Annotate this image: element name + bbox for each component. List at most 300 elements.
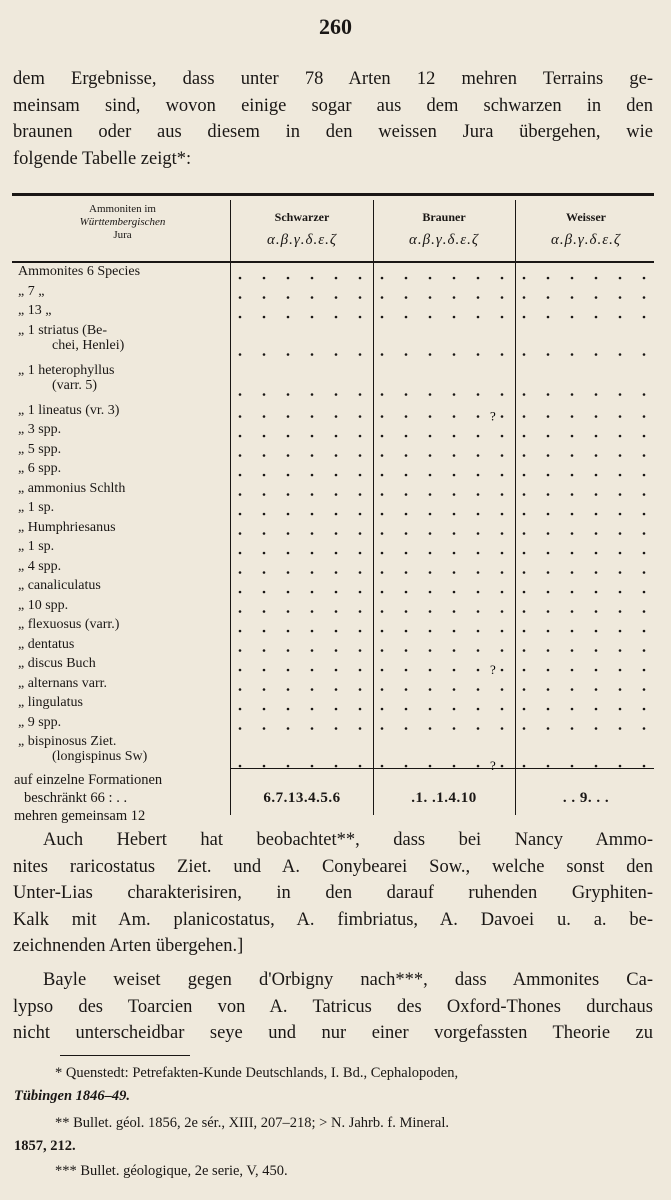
grid-dot (287, 454, 290, 457)
grid-dot (619, 415, 622, 418)
grid-dot (571, 591, 574, 594)
grid-dot (335, 571, 338, 574)
grid-dot (263, 765, 266, 768)
grid-dot (263, 591, 266, 594)
grid-dot (359, 296, 362, 299)
grid-dot (619, 277, 622, 280)
species-row (18, 676, 233, 691)
grid-dot (547, 493, 550, 496)
grid-dot (381, 296, 384, 299)
grid-dot (571, 277, 574, 280)
grid-dot (619, 435, 622, 438)
grid-dot (595, 532, 598, 535)
grid-dot (595, 591, 598, 594)
grid-dot (453, 296, 456, 299)
grid-dot (595, 393, 598, 396)
grid-dot (643, 688, 646, 691)
grid-dot (595, 493, 598, 496)
grid-dot (287, 316, 290, 319)
grid-dot (595, 474, 598, 477)
grid-dot (287, 610, 290, 613)
grid-dot (571, 513, 574, 516)
grid-dot (453, 316, 456, 319)
grid-dot (643, 532, 646, 535)
grid-dot (287, 630, 290, 633)
grid-dot (643, 353, 646, 356)
grid-dot (547, 474, 550, 477)
grid-dot (477, 727, 480, 730)
grid-dot (619, 610, 622, 613)
grid-dot (287, 353, 290, 356)
grid-dot (477, 610, 480, 613)
grid-dot (477, 415, 480, 418)
bayle-paragraph (13, 967, 653, 1047)
species-label: „ discus Buch (18, 656, 96, 671)
totals-brauner: .1. .1.4.10 (411, 790, 477, 806)
grid-dot (571, 316, 574, 319)
grid-dot (643, 669, 646, 672)
species-row (18, 481, 233, 496)
species-row (18, 695, 233, 710)
grid-dot (523, 493, 526, 496)
grid-dot (381, 649, 384, 652)
grid-dot (429, 435, 432, 438)
footnote-1b: Tübingen 1846–49. (14, 1088, 131, 1104)
grid-dot (429, 727, 432, 730)
grid-dot (523, 649, 526, 652)
summary-block (14, 771, 234, 825)
grid-dot (405, 393, 408, 396)
grid-dot (547, 591, 550, 594)
grid-dot (571, 610, 574, 613)
grid-dot (381, 669, 384, 672)
grid-dot (335, 393, 338, 396)
grid-dot (501, 493, 504, 496)
grid-dot (547, 552, 550, 555)
grid-dot (239, 630, 242, 633)
query-mark: ? (490, 662, 496, 677)
grid-dot (381, 688, 384, 691)
grid-dot (619, 765, 622, 768)
grid-dot (429, 393, 432, 396)
grid-dot (619, 513, 622, 516)
grid-dot (429, 688, 432, 691)
footnote-rule (60, 1055, 190, 1056)
grid-dot (429, 630, 432, 633)
grid-dot (523, 688, 526, 691)
grid-dot (405, 649, 408, 652)
grid-dot (501, 454, 504, 457)
grid-dot (405, 765, 408, 768)
grid-dot (311, 513, 314, 516)
grid-dot (595, 571, 598, 574)
grid-dot (335, 727, 338, 730)
totals-schwarzer: 6.7.13.4.5.6 (263, 790, 341, 806)
grid-dot (405, 493, 408, 496)
grid-dot (239, 316, 242, 319)
grid-dot (311, 727, 314, 730)
grid-dot (501, 571, 504, 574)
grid-dot (595, 277, 598, 280)
intro-paragraph (13, 66, 653, 172)
grid-dot (405, 277, 408, 280)
grid-dot (429, 649, 432, 652)
grid-dot (523, 393, 526, 396)
grid-dot (453, 727, 456, 730)
bayle-line: Bayle weiset gegen d'Orbigny nach***, dass Ammonites Ca- (43, 970, 653, 990)
grid-dot (263, 513, 266, 516)
grid-dot (263, 393, 266, 396)
grid-dot (571, 353, 574, 356)
species-row (18, 656, 233, 671)
grid-dot (381, 610, 384, 613)
species-row (18, 264, 233, 279)
species-label: „ ammonius Schlth (18, 480, 126, 496)
grid-dot (263, 454, 266, 457)
grid-dot (381, 727, 384, 730)
grid-dot (359, 552, 362, 555)
grid-dot (263, 493, 266, 496)
grid-dot (523, 552, 526, 555)
species-label: „ 1 striatus (Be- (18, 322, 108, 338)
grid-dot (311, 493, 314, 496)
grid-dot (571, 532, 574, 535)
grid-dot (453, 571, 456, 574)
grid-dot (263, 669, 266, 672)
grid-dot (335, 474, 338, 477)
species-label: „ 1 heterophyllus (18, 362, 115, 378)
grid-dot (523, 591, 526, 594)
grid-dot (239, 393, 242, 396)
grid-dot (335, 415, 338, 418)
grid-dot (311, 353, 314, 356)
grid-dot (287, 727, 290, 730)
grid-dot (239, 415, 242, 418)
grid-dot (359, 454, 362, 457)
bayle-line: lypso des Toarcien von A. Tatricus des Oxford-Thones durchaus (13, 996, 653, 1017)
grid-dot (335, 688, 338, 691)
grid-dot (429, 610, 432, 613)
grid-dot (429, 513, 432, 516)
grid-dot (595, 630, 598, 633)
grid-dot (405, 552, 408, 555)
grid-dot (477, 669, 480, 672)
grid-dot (643, 649, 646, 652)
grid-dot (523, 454, 526, 457)
grid-dot (571, 630, 574, 633)
grid-dot (643, 552, 646, 555)
species-label: „ 1 sp. (18, 500, 55, 515)
grid-dot (263, 630, 266, 633)
grid-dot (311, 610, 314, 613)
grid-dot (595, 454, 598, 457)
grid-dot (571, 552, 574, 555)
grid-dot (335, 277, 338, 280)
grid-dot (263, 571, 266, 574)
grid-dot (287, 571, 290, 574)
grid-dot (311, 474, 314, 477)
species-label-2: (longispinus Sw) (52, 749, 148, 764)
grid-dot (381, 393, 384, 396)
grid-dot (619, 296, 622, 299)
grid-dot (523, 630, 526, 633)
col-weisser: Weisser (566, 210, 606, 224)
summary-line-3: mehren gemeinsam 12 (14, 808, 146, 824)
grid-dot (643, 474, 646, 477)
grid-dot (477, 513, 480, 516)
grid-dot (595, 708, 598, 711)
col-divider-3 (515, 200, 516, 815)
grid-dot (619, 727, 622, 730)
grid-dot (643, 316, 646, 319)
intro-line: meinsam sind, wovon einige sogar aus dem schwarzen in den (13, 95, 653, 116)
grid-dot (335, 435, 338, 438)
grid-dot (263, 474, 266, 477)
grid-dot (501, 765, 504, 768)
grid-dot (239, 649, 242, 652)
grid-dot (501, 296, 504, 299)
grid-dot (429, 474, 432, 477)
species-label: „ 1 lineatus (vr. 3) (18, 402, 120, 418)
grid-dot (429, 765, 432, 768)
grid-dot (311, 649, 314, 652)
grid-dot (453, 765, 456, 768)
grid-dot (239, 669, 242, 672)
grid-dot (477, 277, 480, 280)
grid-dot (381, 591, 384, 594)
grid-dot (453, 415, 456, 418)
grid-dot (619, 532, 622, 535)
grid-dot (405, 353, 408, 356)
grid-dot (381, 552, 384, 555)
grid-dot (429, 454, 432, 457)
grid-dot (263, 727, 266, 730)
footnote-2: ** Bullet. géol. 1856, 2e sér., XIII, 207–218; > N. Jahrb. f. Mineral. (55, 1115, 449, 1131)
species-row (18, 559, 233, 574)
species-label: „ 5 spp. (18, 441, 62, 457)
grid-dot (429, 532, 432, 535)
grid-dot (429, 493, 432, 496)
grid-dot (619, 316, 622, 319)
species-row (18, 403, 233, 418)
grid-dot (335, 552, 338, 555)
table-top-rule (12, 193, 654, 196)
grid-dot (595, 688, 598, 691)
grid-dot (523, 765, 526, 768)
col-schwarzer: Schwarzer (274, 210, 330, 224)
hebert-line: zeichnenden Arten übergehen.] (13, 936, 244, 956)
grid-dot (263, 415, 266, 418)
grid-dot (477, 316, 480, 319)
grid-dot (547, 513, 550, 516)
grid-dot (501, 610, 504, 613)
grid-dot (335, 708, 338, 711)
grid-dot (477, 571, 480, 574)
grid-dot (619, 669, 622, 672)
hebert-line: Kalk mit Am. planicostatus, A. fimbriatus, A. Davoei u. a. be- (13, 909, 653, 930)
grid-dot (547, 316, 550, 319)
species-row (18, 637, 233, 652)
grid-dot (429, 552, 432, 555)
species-label: „ lingulatus (18, 695, 83, 710)
grid-dot (359, 688, 362, 691)
grid-dot (311, 591, 314, 594)
grid-dot (547, 630, 550, 633)
grid-dot (263, 552, 266, 555)
species-label: „ 4 spp. (18, 558, 62, 574)
grid-dot (405, 474, 408, 477)
grid-dot (595, 669, 598, 672)
grid-dot (643, 493, 646, 496)
grid-dot (643, 591, 646, 594)
grid-dot (311, 316, 314, 319)
query-mark: ? (490, 408, 496, 424)
grid-dot (359, 353, 362, 356)
grid-dot (571, 649, 574, 652)
head-line-1: Ammoniten im (89, 203, 156, 215)
grid-dot (571, 688, 574, 691)
grid-dot (501, 532, 504, 535)
grid-dot (311, 552, 314, 555)
grid-dot (523, 435, 526, 438)
grid-dot (359, 630, 362, 633)
grid-dot (523, 415, 526, 418)
grid-dot (523, 513, 526, 516)
species-row (18, 422, 233, 437)
grid-dot (335, 765, 338, 768)
grid-dot (287, 765, 290, 768)
grid-dot (335, 454, 338, 457)
grid-dot (619, 708, 622, 711)
grid-dot (619, 353, 622, 356)
grid-dot (453, 454, 456, 457)
grid-dot (595, 649, 598, 652)
hebert-paragraph (13, 827, 653, 960)
grid-dot (335, 353, 338, 356)
grid-dot (595, 296, 598, 299)
summary-line-2: beschränkt 66 : . . (24, 790, 128, 806)
grid-dot (477, 630, 480, 633)
table-head-rule (12, 261, 654, 263)
grid-dot (643, 513, 646, 516)
grid-dot (381, 277, 384, 280)
grid-dot (405, 435, 408, 438)
species-label: „ dentatus (18, 636, 75, 652)
grid-dot (501, 708, 504, 711)
grid-dot (381, 415, 384, 418)
grid-dot (287, 591, 290, 594)
grid-dot (571, 454, 574, 457)
grid-dot (523, 316, 526, 319)
grid-dot (239, 277, 242, 280)
species-label: „ bispinosus Ziet. (18, 734, 117, 749)
grid-dot (359, 415, 362, 418)
species-row (18, 284, 233, 299)
grid-dot (405, 296, 408, 299)
grid-dot (359, 316, 362, 319)
grid-dot (263, 708, 266, 711)
grid-dot (501, 435, 504, 438)
species-label: Ammonites 6 Species (18, 264, 141, 279)
grid-dot (571, 393, 574, 396)
grid-dot (643, 277, 646, 280)
grid-dot (311, 688, 314, 691)
species-label: „ 7 „ (18, 283, 45, 299)
grid-dot (335, 610, 338, 613)
grid-dot (477, 688, 480, 691)
hebert-line: nites raricostatus Ziet. und A. Conybearei Sow., welche sonst den (13, 856, 653, 877)
grid-dot (335, 296, 338, 299)
grid-dot (619, 493, 622, 496)
grid-dot (501, 649, 504, 652)
grid-dot (359, 610, 362, 613)
grid-dot (547, 353, 550, 356)
grid-dot (501, 393, 504, 396)
species-row (18, 442, 233, 457)
species-row (18, 363, 233, 393)
grid-dot (287, 474, 290, 477)
grid-dot (311, 415, 314, 418)
grid-dot (359, 649, 362, 652)
grid-dot (239, 532, 242, 535)
grid-dot (239, 493, 242, 496)
grid-dot (477, 393, 480, 396)
grid-dot (239, 708, 242, 711)
grid-dot (619, 552, 622, 555)
grid-dot (453, 688, 456, 691)
grid-dot (619, 649, 622, 652)
grid-dot (619, 474, 622, 477)
intro-line: dem Ergebnisse, dass unter 78 Arten 12 mehren Terrains ge- (13, 69, 653, 89)
grid-dot (239, 435, 242, 438)
grid-dot (239, 727, 242, 730)
grid-dot (405, 316, 408, 319)
grid-dot (429, 316, 432, 319)
grid-dot (523, 727, 526, 730)
hebert-line: Auch Hebert hat beobachtet**, dass bei Nancy Ammo- (43, 830, 653, 850)
greek-weisser: α.β.γ.δ.ε.ζ (551, 232, 621, 248)
grid-dot (429, 669, 432, 672)
grid-dot (311, 669, 314, 672)
grid-dot (571, 435, 574, 438)
grid-dot (381, 353, 384, 356)
grid-dot (287, 435, 290, 438)
grid-dot (429, 296, 432, 299)
footnote-3: *** Bullet. géologique, 2e serie, V, 450. (55, 1163, 288, 1179)
grid-dot (381, 513, 384, 516)
grid-dot (239, 571, 242, 574)
species-label: „ canaliculatus (18, 578, 101, 593)
grid-dot (239, 765, 242, 768)
grid-dot (453, 393, 456, 396)
grid-dot (547, 688, 550, 691)
grid-dot (381, 532, 384, 535)
species-row (18, 500, 233, 515)
grid-dot (405, 630, 408, 633)
grid-dot (547, 765, 550, 768)
grid-dot (571, 296, 574, 299)
grid-dot (595, 727, 598, 730)
grid-dot (523, 474, 526, 477)
grid-dot (287, 708, 290, 711)
grid-dot (453, 532, 456, 535)
grid-dot (453, 591, 456, 594)
grid-dot (643, 454, 646, 457)
grid-dot (311, 277, 314, 280)
grid-dot (571, 727, 574, 730)
grid-dot (405, 727, 408, 730)
grid-dot (359, 393, 362, 396)
